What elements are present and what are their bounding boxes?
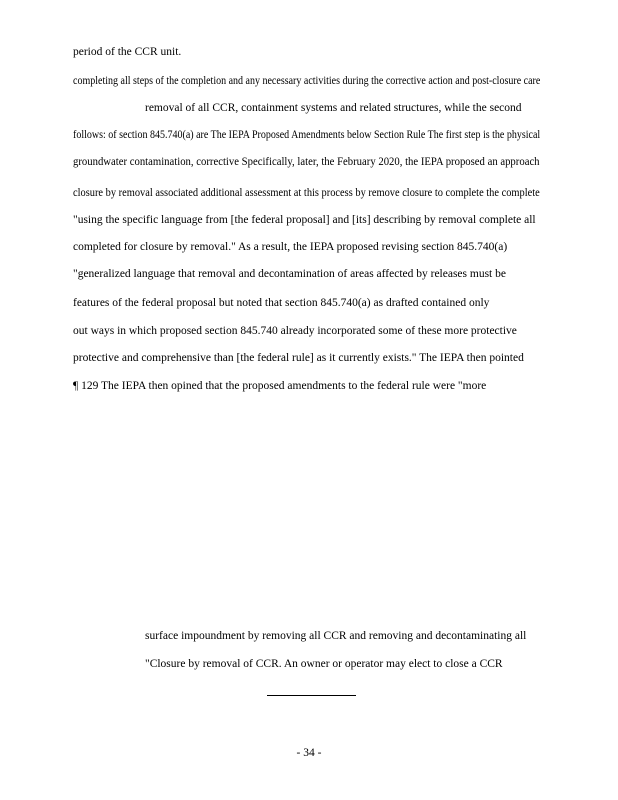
text-segment: removal of all CCR, containment systems and related structures, while the second bbox=[145, 102, 522, 114]
footnote-separator bbox=[267, 695, 356, 696]
text-segment: completing all steps of the completion and any necessary activities during the corrective action and post-closure care bbox=[73, 75, 541, 87]
text-line bbox=[73, 213, 540, 227]
text-line bbox=[145, 101, 540, 115]
text-segment: closure by removal associated additional assessment at this process by remove closure to complete the complete bbox=[73, 187, 540, 199]
text-segment: features of the federal proposal but noted that section 845.740(a) as drafted contained only bbox=[73, 297, 490, 309]
text-line bbox=[73, 74, 540, 88]
text-segment: out ways in which proposed section 845.740 already incorporated some of these more protective bbox=[73, 325, 517, 337]
text-line bbox=[73, 186, 540, 200]
text-segment: follows: of section 845.740(a) are The IEPA Proposed Amendments below Section Rule The first step is the physical bbox=[73, 129, 541, 141]
text-segment: "generalized language that removal and decontamination of areas affected by releases must be bbox=[73, 268, 506, 280]
text-segment: protective and comprehensive than [the federal rule] as it currently exists." The IEPA then pointed bbox=[73, 352, 524, 364]
text-line bbox=[145, 629, 540, 643]
text-segment: surface impoundment by removing all CCR and removing and decontaminating all bbox=[145, 630, 527, 642]
text-line bbox=[73, 296, 540, 310]
text-segment: "Closure by removal of CCR. An owner or operator may elect to close a CCR bbox=[145, 658, 503, 670]
text-line bbox=[73, 240, 540, 254]
text-line bbox=[73, 351, 540, 365]
text-line bbox=[73, 324, 540, 338]
text-line bbox=[73, 128, 540, 142]
text-line bbox=[73, 267, 540, 281]
text-segment: completed for closure by removal." As a result, the IEPA proposed revising section 845.740(a) bbox=[73, 241, 508, 253]
text-line bbox=[73, 155, 540, 169]
page-number: - 34 - bbox=[296, 747, 322, 759]
text-segment: groundwater contamination, corrective Specifically, later, the February 2020, the IEPA proposed an approach bbox=[73, 156, 540, 168]
text-line bbox=[145, 657, 540, 671]
paragraph-marker-line: ¶ 129 The IEPA then opined that the proposed amendments to the federal rule were "more bbox=[73, 380, 487, 392]
text-line: period of the CCR unit. bbox=[73, 46, 182, 58]
text-segment: "using the specific language from [the federal proposal] and [its] describing by removal complete all bbox=[73, 214, 536, 226]
